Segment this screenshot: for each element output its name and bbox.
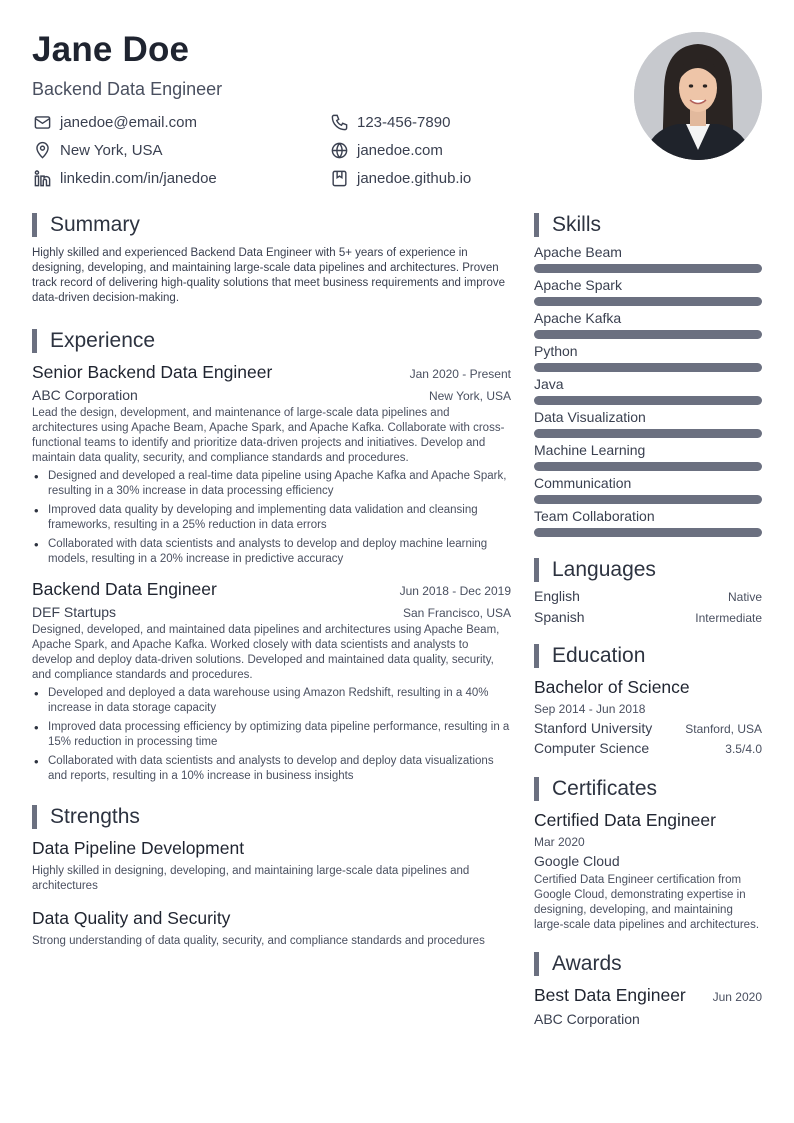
strength-title: Data Quality and Security xyxy=(32,908,231,928)
skills-list xyxy=(534,244,762,537)
job-title: Backend Data Engineer xyxy=(32,579,217,599)
strength-description: Highly skilled in designing, developing, and maintaining large-scale data pipelines and architectures xyxy=(32,865,470,892)
language-item xyxy=(534,609,762,625)
job-bullets xyxy=(32,469,511,567)
job-company: DEF Startups xyxy=(32,604,117,620)
list-item: • Collaborated with data scientists and analysts to develop and deploy machine learning models, resulting in a 20% increase in predictive accuracy xyxy=(32,537,511,567)
skill-name: Apache Beam xyxy=(534,244,622,260)
main-column xyxy=(32,212,511,949)
list-item: • Improved data processing efficiency by optimizing data pipeline performance, resulting in a 15% reduction in processing time xyxy=(32,720,511,750)
list-item: • Collaborated with data scientists and analysts to develop and deploy data visualizations and reports, resulting in a 10% increase in business insights xyxy=(32,754,511,784)
skill-name: Java xyxy=(534,376,564,392)
certificate-name: Certified Data Engineer xyxy=(534,810,716,830)
skill-name: Communication xyxy=(534,475,632,491)
section-bar xyxy=(32,213,37,237)
section-bar xyxy=(534,213,539,237)
section-bar xyxy=(32,805,37,829)
strengths-heading: Strengths xyxy=(32,804,511,830)
experience-heading: Experience xyxy=(32,328,511,354)
skill-item xyxy=(534,475,762,504)
skill-name: Python xyxy=(534,343,578,359)
phone-text: 123-456-7890 xyxy=(357,113,451,131)
education-degree: Bachelor of Science xyxy=(534,677,690,697)
summary-heading: Summary xyxy=(32,212,511,238)
skill-name: Apache Kafka xyxy=(534,310,622,326)
skill-level-bar xyxy=(534,396,762,405)
skill-item xyxy=(534,442,762,471)
strength-item xyxy=(32,908,511,949)
education-school: Stanford University xyxy=(534,720,653,736)
language-level: Native xyxy=(727,590,762,604)
award-item xyxy=(534,985,762,1006)
contact-github[interactable] xyxy=(329,168,471,188)
github-text: janedoe.github.io xyxy=(357,169,472,187)
map-pin-icon xyxy=(32,140,52,160)
skill-item xyxy=(534,244,762,273)
skill-name: Apache Spark xyxy=(534,277,622,293)
contact-phone[interactable] xyxy=(329,112,450,132)
job-company: ABC Corporation xyxy=(32,387,138,403)
skill-item xyxy=(534,343,762,372)
skill-level-bar xyxy=(534,297,762,306)
language-item xyxy=(534,588,762,604)
job-dates: Jan 2020 - Present xyxy=(409,367,511,381)
skill-name: Team Collaboration xyxy=(534,508,655,524)
certificate-issuer: Google Cloud xyxy=(534,853,620,869)
skill-level-bar xyxy=(534,330,762,339)
certificates-heading: Certificates xyxy=(534,776,762,802)
section-bar xyxy=(534,952,539,976)
section-bar xyxy=(534,644,539,668)
job-bullets xyxy=(32,686,511,784)
education-dates: Sep 2014 - Jun 2018 xyxy=(534,702,646,716)
education-heading: Education xyxy=(534,643,762,669)
certificate-description: Certified Data Engineer certification from Google Cloud, demonstrating expertise in designing, developing, and maintaining large-scale data pipelines and architectures. xyxy=(534,874,760,931)
list-item: • Developed and deployed a data warehouse using Amazon Redshift, resulting in a 40% increase in data storage capacity xyxy=(32,686,511,716)
language-name: English xyxy=(534,588,580,604)
linkedin-icon xyxy=(32,168,52,188)
bookmark-icon xyxy=(329,168,349,188)
award-organization: ABC Corporation xyxy=(534,1011,640,1027)
language-level: Intermediate xyxy=(695,611,762,625)
education-location: Stanford, USA xyxy=(685,722,762,736)
education-gpa: 3.5/4.0 xyxy=(725,742,762,756)
skill-item xyxy=(534,277,762,306)
website-text: janedoe.com xyxy=(357,141,443,159)
side-column xyxy=(534,212,762,1027)
education-school-row xyxy=(534,720,762,736)
envelope-icon xyxy=(32,112,52,132)
skill-level-bar xyxy=(534,429,762,438)
education-field: Computer Science xyxy=(534,740,650,756)
skill-name: Machine Learning xyxy=(534,442,646,458)
skill-name: Data Visualization xyxy=(534,409,646,425)
skill-level-bar xyxy=(534,528,762,537)
contact-location xyxy=(32,140,163,160)
job-dates: Jun 2018 - Dec 2019 xyxy=(399,584,511,598)
skill-item xyxy=(534,508,762,537)
profile-photo xyxy=(634,32,762,160)
skill-level-bar xyxy=(534,462,762,471)
section-bar xyxy=(534,558,539,582)
awards-heading: Awards xyxy=(534,951,762,977)
job-location: New York, USA xyxy=(428,389,511,403)
strength-description: Strong understanding of data quality, security, and compliance standards and procedures xyxy=(32,935,485,947)
list-item: • Designed and developed a real-time data pipeline using Apache Kafka and Apache Spark, resulting in a 30% increase in data processing efficiency xyxy=(32,469,511,499)
skill-level-bar xyxy=(534,363,762,372)
contact-website[interactable] xyxy=(329,140,443,160)
skill-level-bar xyxy=(534,264,762,273)
globe-icon xyxy=(329,140,349,160)
language-name: Spanish xyxy=(534,609,585,625)
candidate-role: Backend Data Engineer xyxy=(32,79,223,99)
skill-item xyxy=(534,310,762,339)
linkedin-text: linkedin.com/in/janedoe xyxy=(60,169,217,187)
list-item: • Improved data quality by developing and implementing data validation and cleansing frameworks, resulting in a 25% reduction in data errors xyxy=(32,503,511,533)
candidate-name: Jane Doe xyxy=(32,30,190,69)
summary-text: Highly skilled and experienced Backend Data Engineer with 5+ years of experience in designing, developing, and maintaining large-scale data pipelines and architectures. Proven track record of delivering high-quality solutions that meet business requirements and improve data-driven decision-making. xyxy=(32,247,506,304)
job-location: San Francisco, USA xyxy=(402,606,511,620)
location-text: New York, USA xyxy=(60,141,163,159)
skill-level-bar xyxy=(534,495,762,504)
job-title: Senior Backend Data Engineer xyxy=(32,362,273,382)
languages-heading: Languages xyxy=(534,557,762,583)
education-field-row xyxy=(534,740,762,756)
skill-item xyxy=(534,409,762,438)
award-date: Jun 2020 xyxy=(712,990,762,1004)
job-entry xyxy=(32,362,511,567)
phone-icon xyxy=(329,112,349,132)
job-entry xyxy=(32,579,511,784)
contact-email[interactable] xyxy=(32,112,197,132)
section-bar xyxy=(534,777,539,801)
certificate-date: Mar 2020 xyxy=(534,835,585,849)
strength-item xyxy=(32,838,511,894)
job-description: Lead the design, development, and maintenance of large-scale data pipelines and architectures using Apache Beam, Apache Spark, and Apache Kafka. Collaborate with cross-functional teams to identify and prioritize data-driven projects and initiatives. Develop and maintain data quality, security, and compliance standards and procedures. xyxy=(32,407,505,464)
email-text: janedoe@email.com xyxy=(60,113,197,131)
job-description: Designed, developed, and maintained data pipelines and architectures using Apache Beam, Apache Spark, and Apache Kafka. Worked closely with data scientists and analysts to develop and deploy data-driven solutions. Developed and maintained data quality, security, and compliance standards and procedures. xyxy=(32,624,500,681)
strength-title: Data Pipeline Development xyxy=(32,838,245,858)
award-name: Best Data Engineer xyxy=(534,985,686,1005)
contact-linkedin[interactable] xyxy=(32,168,217,188)
skills-heading: Skills xyxy=(534,212,762,238)
section-bar xyxy=(32,329,37,353)
skill-item xyxy=(534,376,762,405)
